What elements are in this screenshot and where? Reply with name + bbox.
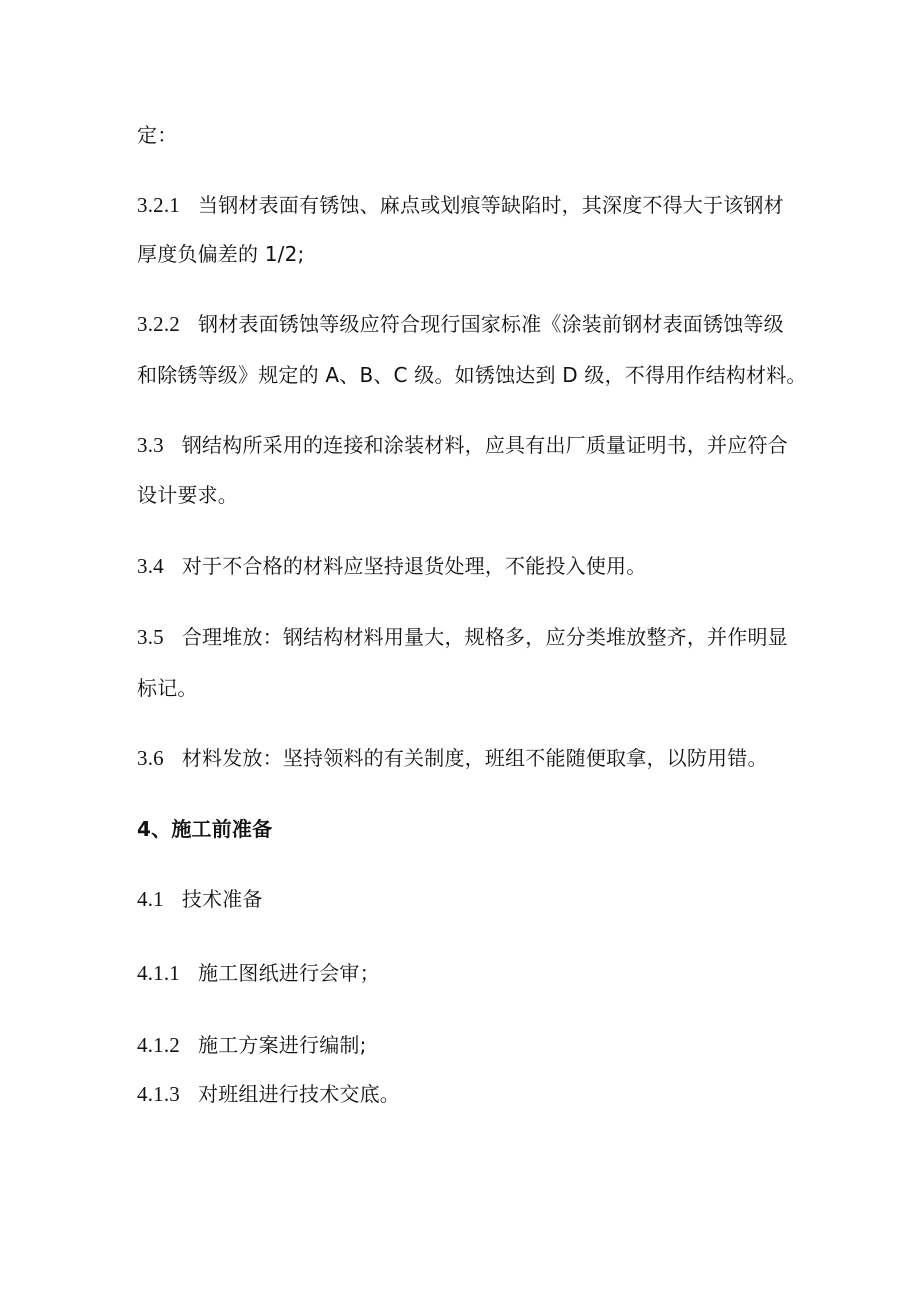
clause-3-2-2 [137,311,817,337]
clause-3-2-1-cont [137,241,817,267]
section-heading-4 [137,816,817,842]
clause-number: 4.1.3 [137,1082,180,1106]
clause-3-4 [137,553,817,579]
line-text: 设计要求。 [137,483,238,507]
clause-3-3-cont [137,482,817,508]
clause-text: 材料发放：坚持领料的有关制度，班组不能随便取拿，以防用错。 [181,746,768,770]
clause-number: 3.4 [137,554,164,578]
clause-text: 对于不合格的材料应坚持退货处理，不能投入使用。 [181,554,647,578]
line-text: 定： [137,123,178,147]
clause-text: 技术准备 [181,887,263,911]
clause-number: 3.2.1 [137,193,180,217]
clause-number: 4.1 [137,887,164,911]
clause-text: 对班组进行技术交底。 [198,1082,400,1106]
clause-3-6 [137,745,817,771]
clause-number: 3.6 [137,746,164,770]
heading-text: 4、施工前准备 [137,817,273,841]
clause-3-3 [137,432,817,458]
clause-3-5-cont [137,675,817,701]
clause-3-2-1 [137,192,817,218]
line-text: 和除锈等级》规定的 A、B、C 级。如锈蚀达到 D 级，不得用作结构材料。 [137,363,807,387]
clause-4-1 [137,886,817,912]
clause-number: 3.5 [137,625,164,649]
clause-3-5 [137,624,817,650]
clause-text: 当钢材表面有锈蚀、麻点或划痕等缺陷时，其深度不得大于该钢材 [198,193,784,217]
clause-number: 4.1.1 [137,961,180,985]
clause-number: 4.1.2 [137,1033,180,1057]
clause-text: 施工方案进行编制; [198,1033,367,1057]
line-text: 厚度负偏差的 1/2; [137,242,305,266]
clause-4-1-1 [137,960,817,986]
clause-4-1-2 [137,1032,817,1058]
clause-number: 3.3 [137,433,164,457]
clause-text: 钢材表面锈蚀等级应符合现行国家标准《涂装前钢材表面锈蚀等级 [198,312,784,336]
clause-3-2-2-cont [137,362,817,388]
clause-text: 钢结构所采用的连接和涂装材料，应具有出厂质量证明书，并应符合 [181,433,788,457]
clause-text: 施工图纸进行会审； [198,961,380,985]
line-text: 标记。 [137,676,198,700]
clause-4-1-3 [137,1081,817,1107]
clause-text: 合理堆放：钢结构材料用量大，规格多，应分类堆放整齐，并作明显 [181,625,788,649]
text-line-1 [137,122,817,148]
clause-number: 3.2.2 [137,312,180,336]
